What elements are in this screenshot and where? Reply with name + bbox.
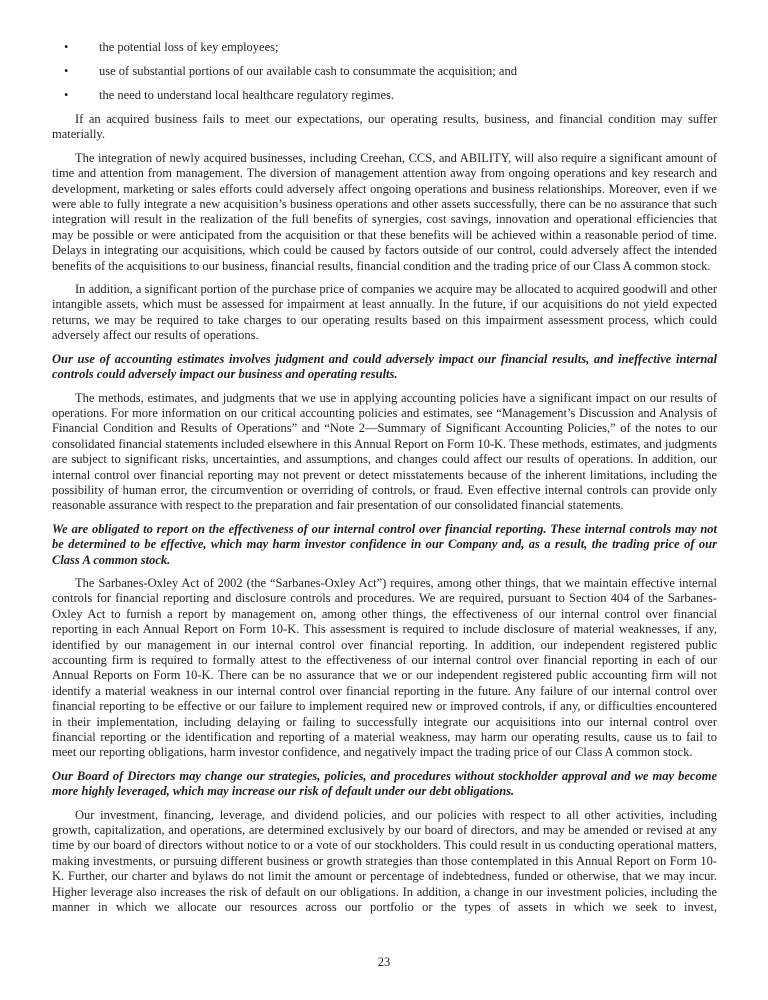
bullet-item xyxy=(52,88,717,103)
bullet-text: use of substantial portions of our available cash to consummate the acquisition; and xyxy=(99,64,517,78)
paragraph: If an acquired business fails to meet our expectations, our operating results, business, and financial condition may suffer materially. xyxy=(52,112,717,142)
section-heading: We are obligated to report on the effectiveness of our internal control over financial reporting. These internal controls may not be determined to be effective, which may harm investor confidence in our Company and, as a result, the trading price of our Class A common stock. xyxy=(52,521,717,567)
bullet-icon: • xyxy=(64,64,69,78)
bullet-text: the potential loss of key employees; xyxy=(99,40,279,54)
bullet-item xyxy=(52,64,717,79)
paragraph: The integration of newly acquired businesses, including Creehan, CCS, and ABILITY, will also require a significant amount of time and attention from management. The diversion of management attention away from ongoing operations and key research and development, marketing or sales efforts could adversely affect ongoing operations and business relationships. Moreover, even if we were able to fully integrate a new acquisition’s business operations and other assets successfully, there can be no assurance that such integration will result in the realization of the full benefits of synergies, cost savings, innovation and operational efficiencies that may be possible or were anticipated from the acquisition or that these benefits will be achieved within a reasonable period of time. Delays in integrating our acquisitions, which could be caused by factors outside of our control, could adversely affect the intended benefits of the acquisitions to our business, financial results, financial condition and the trading price of our Class A common stock. xyxy=(52,150,717,273)
document-page xyxy=(52,40,717,924)
page-number: 23 xyxy=(377,955,391,969)
bullet-text: the need to understand local healthcare regulatory regimes. xyxy=(99,88,395,102)
bullet-item xyxy=(52,40,717,55)
bullet-icon: • xyxy=(64,40,69,54)
bullet-icon: • xyxy=(64,88,69,102)
paragraph: In addition, a significant portion of the purchase price of companies we acquire may be allocated to acquired goodwill and other intangible assets, which must be assessed for impairment at least annually. In the future, if our acquisitions do not yield expected returns, we may be required to take charges to our operating results based on this impairment assessment process, which could adversely affect our results of operations. xyxy=(52,282,717,343)
paragraph: Our investment, financing, leverage, and dividend policies, and our policies with respect to all other activities, including growth, capitalization, and operations, are determined exclusively by our board of directors, and may be amended or revised at any time by our board of directors without notice to or a vote of our stockholders. This could result in us conducting operational matters, making investments, or pursuing different business or growth strategies than those contemplated in this Annual Report on Form 10-K. Further, our charter and bylaws do not limit the amount or percentage of indebtedness, funded or otherwise, that we may incur. Higher leverage also increases the risk of default on our obligations. In addition, a change in our investment policies, including the manner in which we allocate our resources across our portfolio or the types of assets in which we seek to invest, xyxy=(52,807,717,915)
section-heading: Our use of accounting estimates involves judgment and could adversely impact our financial results, and ineffective internal controls could adversely impact our business and operating results. xyxy=(52,351,717,382)
paragraph: The Sarbanes-Oxley Act of 2002 (the “Sarbanes-Oxley Act”) requires, among other things, that we maintain effective internal controls for financial reporting and disclosure controls and procedures. We are required, pursuant to Section 404 of the Sarbanes-Oxley Act to furnish a report by management on, among other things, the effectiveness of our internal control over financial reporting in each Annual Report on Form 10-K. This assessment is required to include disclosure of material weaknesses, if any, identified by our management in our internal control over financial reporting. In addition, our independent registered public accounting firm is required to formally attest to the effectiveness of our internal control over financial reporting in each of our Annual Reports on Form 10-K. There can be no assurance that we or our independent registered public accounting firm will not identify a material weakness in our internal control over financial reporting in the future. Any failure of our internal control over financial reporting to be effective or our failure to implement required new or improved controls, if any, or difficulties encountered in their implementation, including delaying or failing to successfully integrate our acquisitions into our internal control over financial reporting or the identification and reporting of a material weakness, may harm our operating results, cause us to fail to meet our reporting obligations, harm investor confidence, and negatively impact the trading price of our Class A common stock. xyxy=(52,575,717,760)
section-heading: Our Board of Directors may change our strategies, policies, and procedures without stockholder approval and we may become more highly leveraged, which may increase our risk of default under our debt obligations. xyxy=(52,768,717,799)
paragraph: The methods, estimates, and judgments that we use in applying accounting policies have a significant impact on our results of operations. For more information on our critical accounting policies and estimates, see “Management’s Discussion and Analysis of Financial Condition and Results of Operations” and “Note 2—Summary of Significant Accounting Policies,” of the notes to our consolidated financial statements included elsewhere in this Annual Report on Form 10-K. These methods, estimates, and judgments are subject to significant risks, uncertainties, and assumptions, and changes could affect our results of operations. In addition, our internal control over financial reporting may not prevent or detect misstatements because of the inherent limitations, including the possibility of human error, the circumvention or overriding of controls, or fraud. Even effective internal controls can provide only reasonable assurance with respect to the preparation and fair presentation of our consolidated financial statements. xyxy=(52,390,717,513)
